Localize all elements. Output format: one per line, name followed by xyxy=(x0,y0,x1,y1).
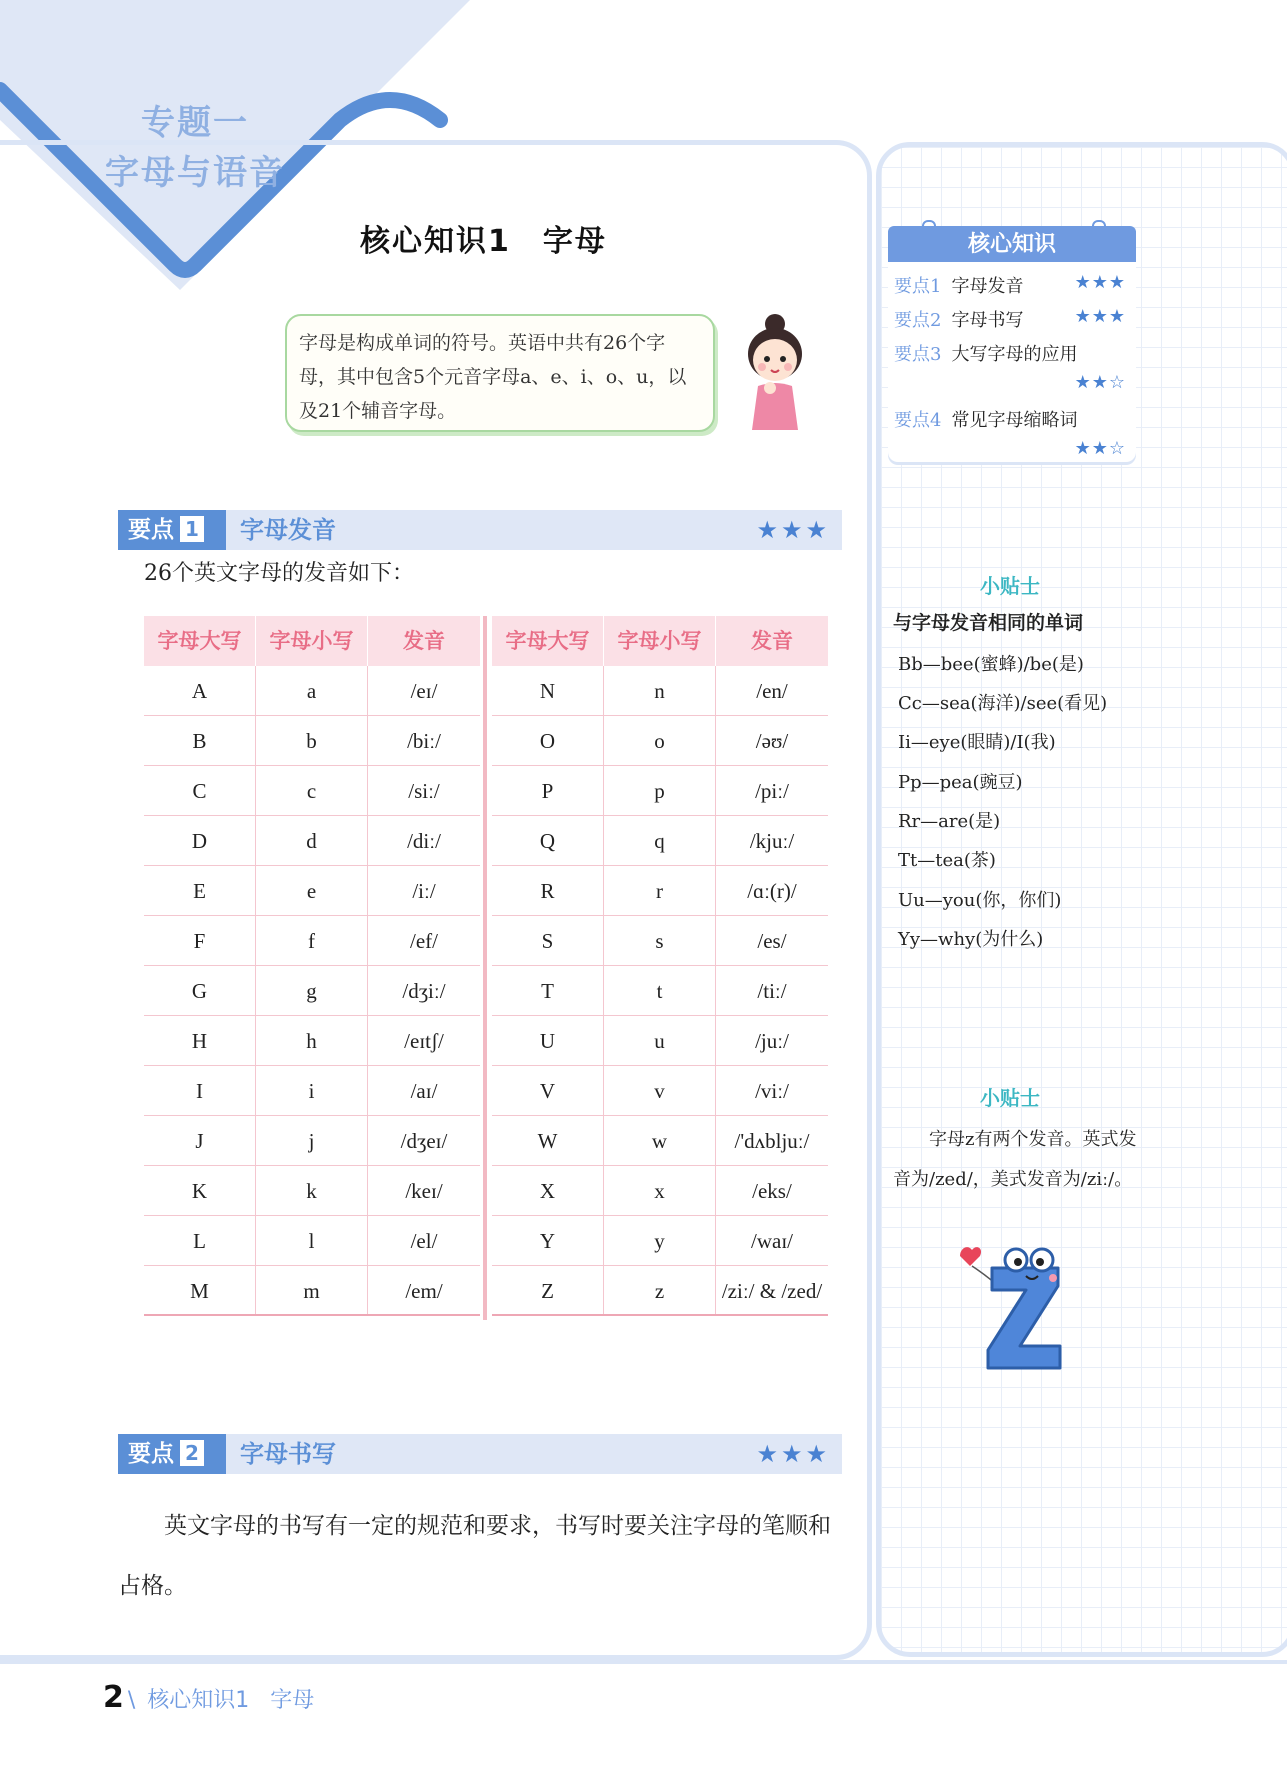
section-2-stars: ★★★ xyxy=(756,1440,830,1468)
core-item-4: 要点4 常见字母缩略词 xyxy=(894,410,1078,431)
tip-1-line: Bb—bee(蜜蜂)/be(是) xyxy=(898,654,1084,675)
core-knowledge-title: 核心知识 xyxy=(888,226,1136,262)
cell-uppercase: O xyxy=(492,716,604,765)
cell-lowercase: w xyxy=(604,1116,716,1165)
table-intro: 26个英文字母的发音如下： xyxy=(144,561,414,586)
footer-divider xyxy=(0,1660,1287,1664)
section-1-tag: 要点 1 xyxy=(118,510,226,550)
footer-title: 字母 xyxy=(270,1688,315,1713)
cell-uppercase: T xyxy=(492,966,604,1015)
cell-uppercase: M xyxy=(144,1266,256,1314)
cell-pronunciation: /en/ xyxy=(756,679,788,703)
intro-bubble: 字母是构成单词的符号。英语中共有26个字母，其中包含5个元音字母a、e、i、o、u，以及21个辅音字母。 xyxy=(285,314,715,432)
cell-uppercase: D xyxy=(144,816,256,865)
cell-uppercase: J xyxy=(144,1116,256,1165)
cell-pronunciation: /dʒiː/ xyxy=(402,979,446,1003)
cell-uppercase: X xyxy=(492,1166,604,1215)
table-row xyxy=(492,716,828,766)
tip-1-line: Rr—are(是) xyxy=(898,811,1001,832)
cell-pronunciation: /eks/ xyxy=(752,1179,792,1203)
core-item-4-stars: ★★☆ xyxy=(1074,438,1126,459)
header-lowercase: 字母小写 xyxy=(604,616,716,666)
cell-lowercase: r xyxy=(604,866,716,915)
page-number: 2 xyxy=(103,1680,124,1715)
table-row xyxy=(144,1116,480,1166)
cell-uppercase: E xyxy=(144,866,256,915)
cell-uppercase: P xyxy=(492,766,604,815)
cell-lowercase: n xyxy=(604,666,716,715)
header-lowercase: 字母小写 xyxy=(256,616,368,666)
girl-illustration-icon xyxy=(730,312,820,432)
alphabet-table xyxy=(144,616,828,1320)
section-1-stars: ★★★ xyxy=(756,516,830,544)
cell-lowercase: v xyxy=(604,1066,716,1115)
header-pronunciation: 发音 xyxy=(751,629,793,653)
cell-uppercase: G xyxy=(144,966,256,1015)
section-1-header xyxy=(118,510,842,550)
cell-lowercase: e xyxy=(256,866,368,915)
cell-lowercase: d xyxy=(256,816,368,865)
table-row xyxy=(492,1016,828,1066)
cell-pronunciation: /tiː/ xyxy=(757,979,787,1003)
cell-lowercase: t xyxy=(604,966,716,1015)
topic-title xyxy=(90,98,300,198)
cell-lowercase: o xyxy=(604,716,716,765)
cell-uppercase: A xyxy=(144,666,256,715)
cell-lowercase: q xyxy=(604,816,716,865)
tip-1-line: Ii—eye(眼睛)/I(我) xyxy=(898,732,1056,753)
section-1-number: 1 xyxy=(180,516,204,542)
cell-pronunciation: /kjuː/ xyxy=(749,829,795,853)
section-2-tag: 要点 2 xyxy=(118,1434,226,1474)
cell-lowercase: b xyxy=(256,716,368,765)
cell-uppercase: L xyxy=(144,1216,256,1265)
core-item-3: 要点3 大写字母的应用 xyxy=(894,344,1078,365)
cell-uppercase: H xyxy=(144,1016,256,1065)
letter-z-mascot-icon xyxy=(950,1238,1080,1378)
table-row xyxy=(492,966,828,1016)
cell-lowercase: k xyxy=(256,1166,368,1215)
cell-pronunciation: /əʊ/ xyxy=(755,729,789,753)
core-item-2: 要点2 字母书写 xyxy=(894,310,1024,331)
cell-pronunciation: /dʒeɪ/ xyxy=(400,1129,448,1153)
cell-pronunciation: /siː/ xyxy=(408,779,440,803)
cell-lowercase: p xyxy=(604,766,716,815)
cell-uppercase: Q xyxy=(492,816,604,865)
cell-lowercase: h xyxy=(256,1016,368,1065)
core-item-1-stars: ★★★ xyxy=(1074,272,1126,293)
cell-pronunciation: /em/ xyxy=(405,1279,443,1303)
cell-lowercase: l xyxy=(256,1216,368,1265)
cell-lowercase: i xyxy=(256,1066,368,1115)
tip-2-title: 小贴士 xyxy=(980,1086,1040,1110)
cell-pronunciation: /ziː/ & /zed/ xyxy=(721,1279,823,1303)
cell-uppercase: B xyxy=(144,716,256,765)
table-row xyxy=(144,916,480,966)
cell-uppercase: C xyxy=(144,766,256,815)
cell-lowercase: u xyxy=(604,1016,716,1065)
tip-1-line: Uu—you(你，你们) xyxy=(898,890,1062,911)
cell-uppercase: I xyxy=(144,1066,256,1115)
table-header xyxy=(492,616,828,666)
cell-pronunciation: /iː/ xyxy=(412,879,436,903)
table-row xyxy=(144,1016,480,1066)
cell-pronunciation: /'dʌbljuː/ xyxy=(734,1129,810,1153)
topic-number: 专题一 xyxy=(141,103,249,143)
writing-text: 英文字母的书写有一定的规范和要求，书写时要关注字母的笔顺和占格。 xyxy=(118,1513,831,1599)
cell-pronunciation: /eɪ/ xyxy=(410,679,438,703)
topic-name: 字母与语音 xyxy=(105,153,285,193)
cell-uppercase: U xyxy=(492,1016,604,1065)
cell-lowercase: s xyxy=(604,916,716,965)
table-row xyxy=(144,766,480,816)
cell-uppercase: Z xyxy=(492,1266,604,1314)
table-row xyxy=(144,666,480,716)
page-title: 核心知识1 字母 xyxy=(360,224,607,259)
page-footer xyxy=(103,1680,314,1715)
cell-uppercase: F xyxy=(144,916,256,965)
cell-uppercase: S xyxy=(492,916,604,965)
cell-pronunciation: /piː/ xyxy=(755,779,789,803)
cell-lowercase: f xyxy=(256,916,368,965)
footer-separator: \ xyxy=(127,1688,136,1713)
cell-pronunciation: /el/ xyxy=(410,1229,438,1253)
table-row xyxy=(144,816,480,866)
cell-lowercase: z xyxy=(604,1266,716,1314)
header-uppercase: 字母大写 xyxy=(492,616,604,666)
table-row xyxy=(492,866,828,916)
header-pronunciation: 发音 xyxy=(403,629,445,653)
table-row xyxy=(492,1166,828,1216)
table-row xyxy=(492,1216,828,1266)
cell-uppercase: K xyxy=(144,1166,256,1215)
tip-1-line: Cc—sea(海洋)/see(看见) xyxy=(898,693,1108,714)
core-item-1: 要点1 字母发音 xyxy=(894,276,1024,297)
table-row xyxy=(144,1266,480,1316)
tip-1-line: Pp—pea(豌豆) xyxy=(898,772,1023,793)
table-row xyxy=(144,1216,480,1266)
section-2-number: 2 xyxy=(180,1440,204,1466)
table-divider xyxy=(483,616,487,1320)
cell-lowercase: g xyxy=(256,966,368,1015)
cell-pronunciation: /ɑː(r)/ xyxy=(747,879,797,903)
section-2-title: 字母书写 xyxy=(240,1440,336,1468)
tip-1-title: 小贴士 xyxy=(980,574,1040,598)
cell-uppercase: W xyxy=(492,1116,604,1165)
cell-lowercase: m xyxy=(256,1266,368,1314)
cell-lowercase: c xyxy=(256,766,368,815)
tip-1-line: Tt—tea(茶) xyxy=(898,850,996,871)
cell-lowercase: j xyxy=(256,1116,368,1165)
cell-pronunciation: /viː/ xyxy=(755,1079,789,1103)
cell-lowercase: x xyxy=(604,1166,716,1215)
cell-pronunciation: /waɪ/ xyxy=(751,1229,793,1253)
tip-1-heading: 与字母发音相同的单词 xyxy=(893,612,1084,634)
core-item-3-stars: ★★☆ xyxy=(1074,372,1126,393)
table-row xyxy=(492,1266,828,1316)
table-row xyxy=(144,866,480,916)
cell-uppercase: R xyxy=(492,866,604,915)
cell-lowercase: y xyxy=(604,1216,716,1265)
cell-pronunciation: /juː/ xyxy=(755,1029,789,1053)
cell-pronunciation: /keɪ/ xyxy=(405,1179,443,1203)
cell-uppercase: N xyxy=(492,666,604,715)
core-knowledge-list xyxy=(888,262,1136,462)
alphabet-table-n-z xyxy=(492,616,828,1320)
table-row xyxy=(492,816,828,866)
cell-pronunciation: /diː/ xyxy=(407,829,441,853)
table-row xyxy=(492,1066,828,1116)
core-knowledge-card xyxy=(888,220,1136,466)
table-row xyxy=(144,966,480,1016)
alphabet-table-a-m xyxy=(144,616,480,1320)
cell-pronunciation: /aɪ/ xyxy=(410,1079,438,1103)
tip-2-text: 字母z有两个发音。英式发音为/zed/，美式发音为/ziː/。 xyxy=(893,1129,1137,1190)
section-1-title: 字母发音 xyxy=(240,516,336,544)
cell-pronunciation: /ef/ xyxy=(410,929,438,953)
tip-1-line: Yy—why(为什么) xyxy=(898,929,1044,950)
cell-uppercase: Y xyxy=(492,1216,604,1265)
cell-pronunciation: /eɪtʃ/ xyxy=(404,1029,444,1053)
section-2-header xyxy=(118,1434,842,1474)
table-header xyxy=(144,616,480,666)
cell-lowercase: a xyxy=(256,666,368,715)
table-row xyxy=(492,1116,828,1166)
table-row xyxy=(144,1166,480,1216)
table-row xyxy=(492,666,828,716)
table-row xyxy=(144,716,480,766)
cell-uppercase: V xyxy=(492,1066,604,1115)
core-item-2-stars: ★★★ xyxy=(1074,306,1126,327)
table-row xyxy=(144,1066,480,1116)
table-row xyxy=(492,766,828,816)
cell-pronunciation: /es/ xyxy=(757,929,787,953)
footer-section: 核心知识1 xyxy=(147,1688,250,1713)
cell-pronunciation: /biː/ xyxy=(407,729,441,753)
table-row xyxy=(492,916,828,966)
header-uppercase: 字母大写 xyxy=(144,616,256,666)
